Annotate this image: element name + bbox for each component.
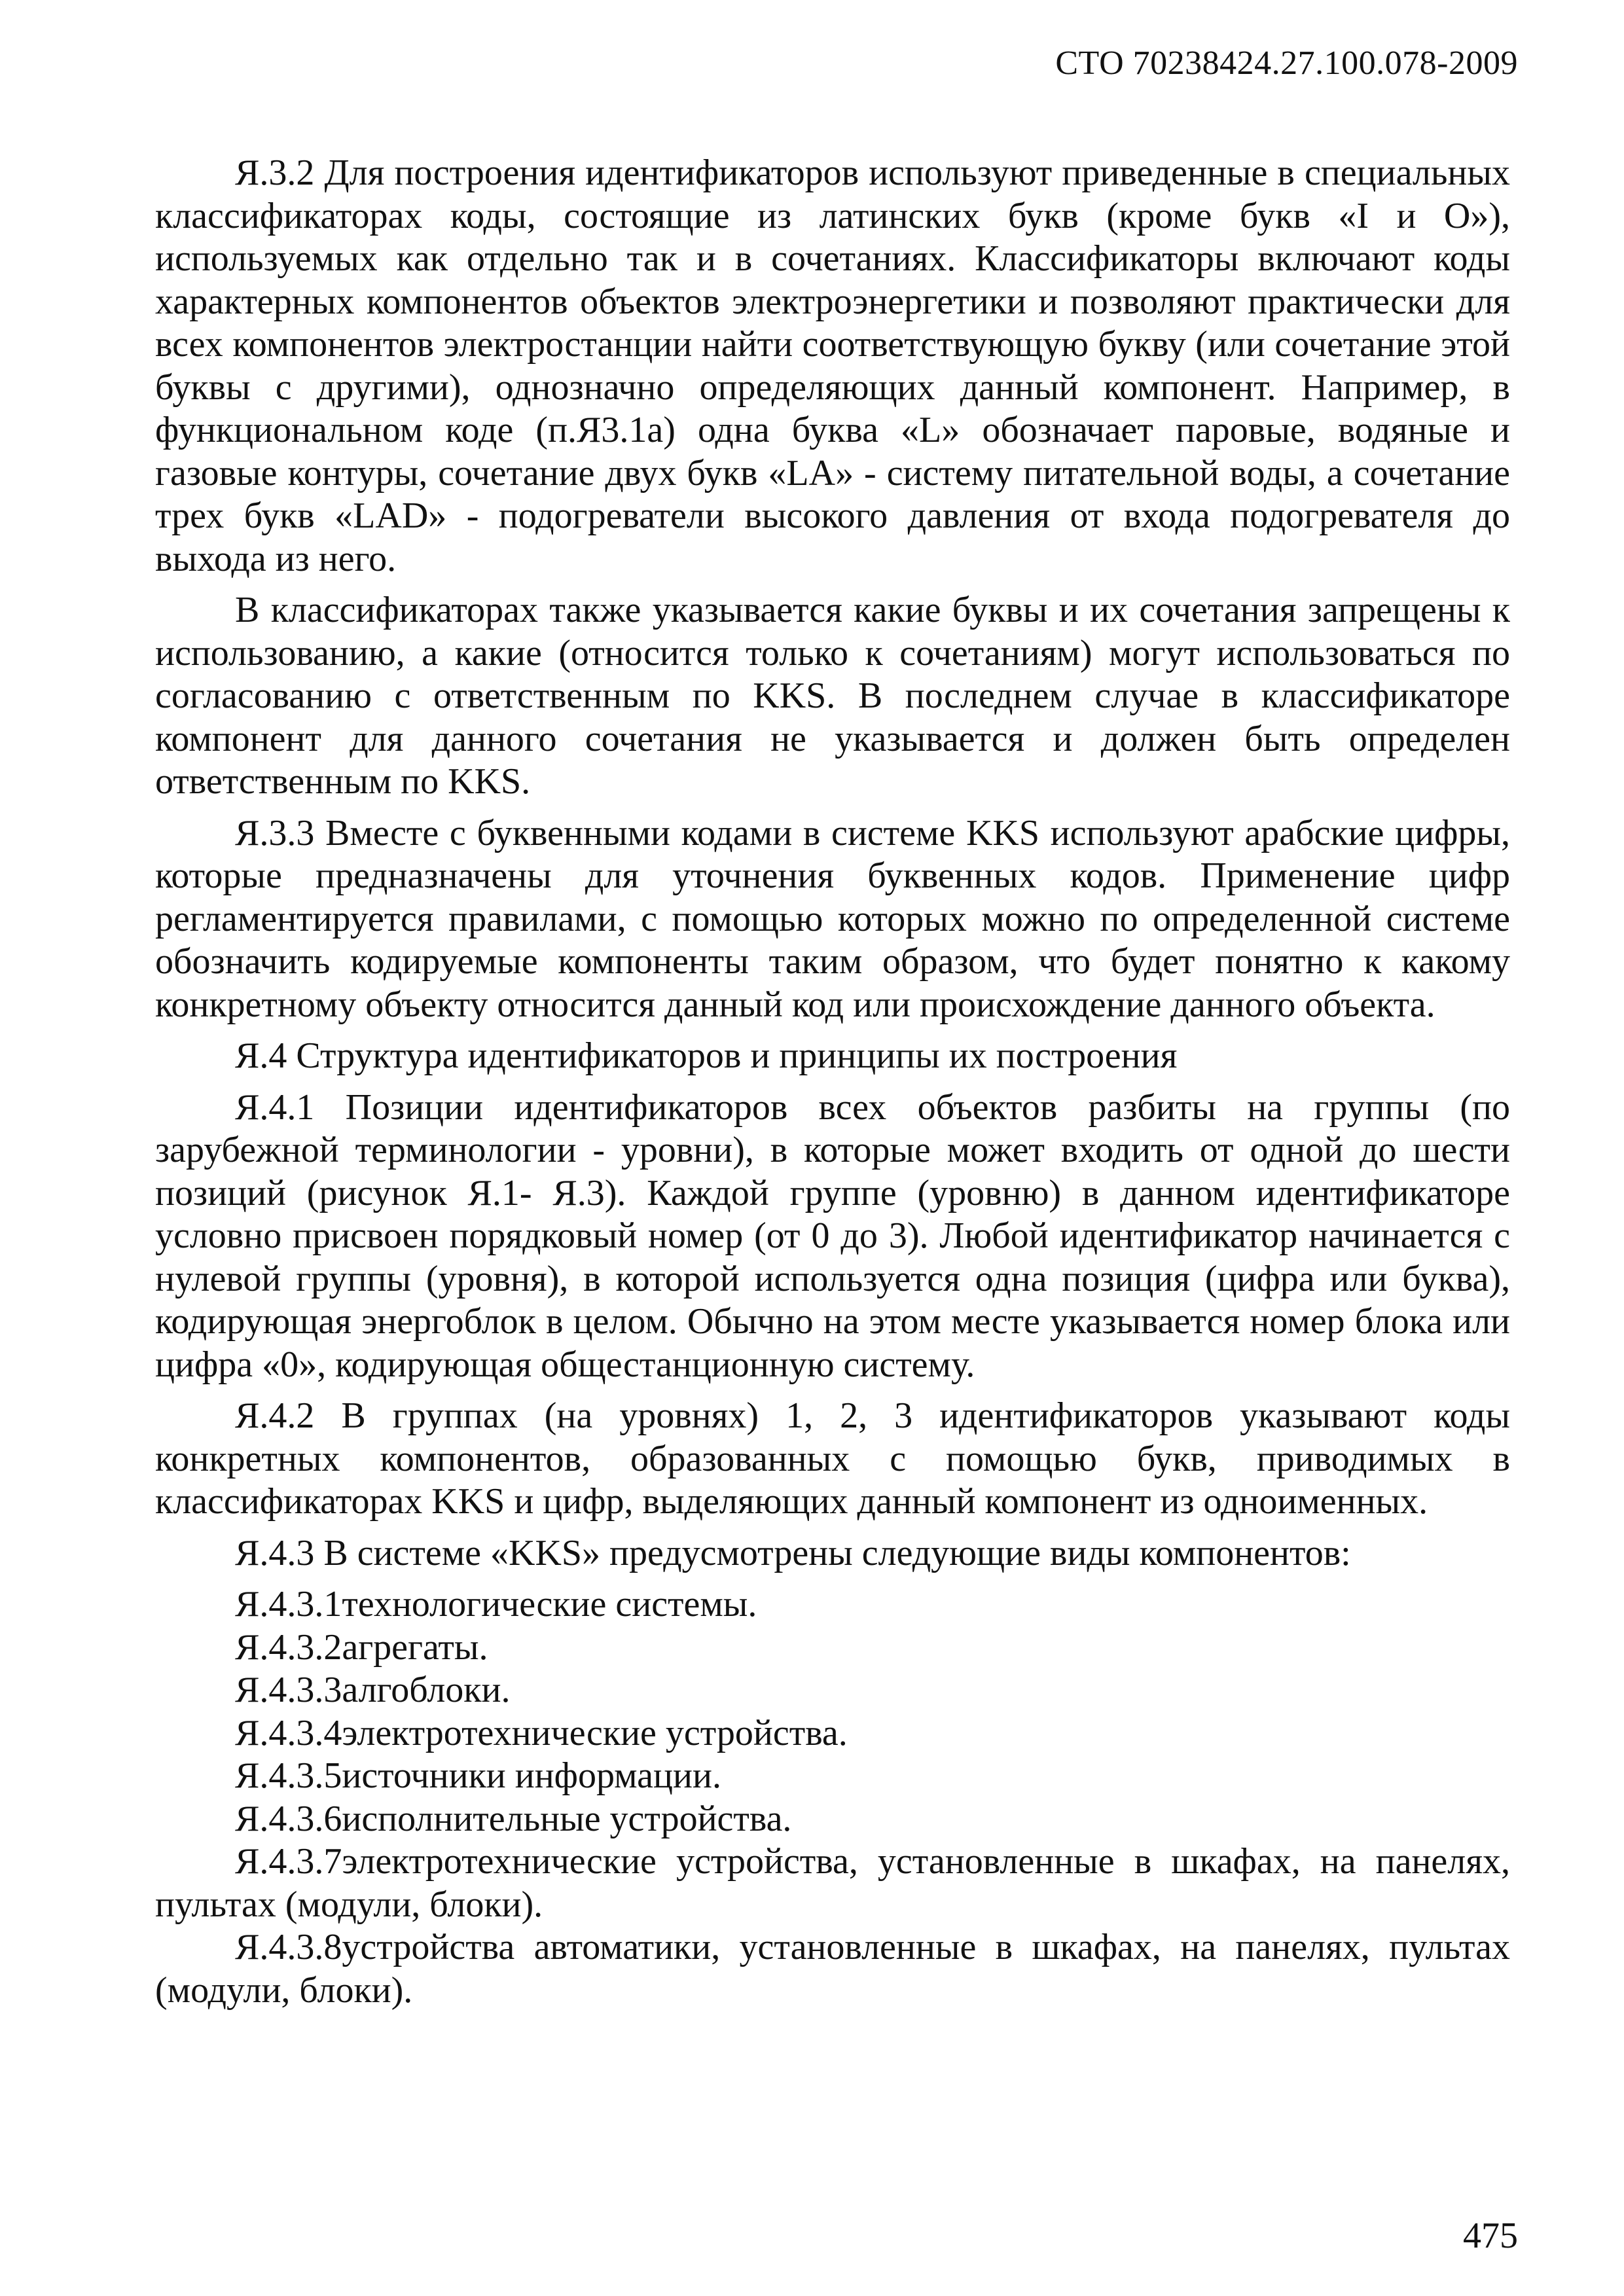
list-item <box>155 1926 1510 2012</box>
page-number: 475 <box>1463 2215 1518 2256</box>
list-item-number: Я.4.3.4 <box>235 1712 342 1753</box>
paragraph-ya-4-2: Я.4.2 В группах (на уровнях) 1, 2, 3 идентификаторов указывают коды конкретных компонентов, образованных с помощью букв, приводимых в классификаторах KKS и цифр, выделяющих данный компонент из одноименных. <box>155 1395 1510 1522</box>
paragraph-ya-3-2: Я.3.2 Для построения идентификаторов используют приведенные в специальных классификаторах коды, состоящие из латинских букв (кроме букв «I и O»), используемых как отдельно так и в сочетаниях. Классификаторы включают коды характерных компонентов объектов электроэнергетики и позволяют практически для всех компонентов электростанции найти соответствующую букву (или сочетание этой буквы с другими), однозначно определяющих данный компонент. Например, в функциональном коде (п.Я3.1а) одна буква «L» обозначает паровые, водяные и газовые контуры, сочетание двух букв «LA» - систему питательной воды, а сочетание трех букв «LAD» - подогреватели высокого давления от входа подогревателя до выхода из него. <box>155 152 1510 579</box>
list-item-text: агрегаты. <box>342 1626 488 1668</box>
paragraph-ya-4-3: Я.4.3 В системе «KKS» предусмотрены следующие виды компонентов: <box>235 1532 1351 1573</box>
list-item-number: Я.4.3.8 <box>235 1927 342 1967</box>
list-item-text: электротехнические устройства. <box>342 1712 848 1753</box>
list-item-number: Я.4.3.2 <box>235 1626 342 1668</box>
list-item-number: Я.4.3.1 <box>235 1584 342 1624</box>
list-item-number: Я.4.3.7 <box>235 1841 342 1882</box>
list-item-text: технологические системы. <box>342 1584 757 1624</box>
list-item <box>155 1755 1510 1798</box>
list-item <box>155 1712 1510 1755</box>
document-code-header: СТО 70238424.27.100.078-2009 <box>1055 45 1518 82</box>
list-item-number: Я.4.3.6 <box>235 1798 342 1839</box>
paragraph-classifiers: В классификаторах также указывается какие буквы и их сочетания запрещены к использованию, а какие (относится только к сочетаниям) могут использоваться по согласованию с ответственным по KKS. В последнем случае в классификаторе компонент для данного сочетания не указывается и должен быть определен ответственным по KKS. <box>155 590 1510 802</box>
list-item-number: Я.4.3.5 <box>235 1755 342 1796</box>
list-item-text: источники информации. <box>342 1755 721 1796</box>
list-item-text: устройства автоматики, установленные в шкафах, на панелях, пультах (модули, блоки). <box>155 1927 1510 2011</box>
list-item-number: Я.4.3.3 <box>235 1670 342 1710</box>
paragraph-ya-4-1: Я.4.1 Позиции идентификаторов всех объектов разбиты на группы (по зарубежной терминологии - уровни), в которые может входить от одной до шести позиций (рисунок Я.1- Я.3). Каждой группе (уровню) в данном идентификаторе условно присвоен порядковый номер (от 0 до 3). Любой идентификатор начинается с нулевой группы (уровня), в которой используется одна позиция (цифра или буква), кодирующая энергоблок в целом. Обычно на этом месте указывается номер блока или цифра «0», кодирующая общестанционную систему. <box>155 1086 1510 1385</box>
paragraph-ya-3-3: Я.3.3 Вместе с буквенными кодами в системе KKS используют арабские цифры, которые предназначены для уточнения буквенных кодов. Применение цифр регламентируется правилами, с помощью которых можно по определенной системе обозначить кодируемые компоненты таким образом, что будет понятно к какому конкретному объекту относится данный код или происхождение данного объекта. <box>155 812 1510 1025</box>
list-item-text: алгоблоки. <box>342 1670 511 1710</box>
document-body <box>155 152 1510 2020</box>
component-types-list <box>155 1583 1510 2012</box>
list-item <box>155 1626 1510 1670</box>
list-item <box>155 1669 1510 1712</box>
list-item-text: электротехнические устройства, установленные в шкафах, на панелях, пультах (модули, блоки). <box>155 1841 1510 1925</box>
section-heading-ya-4: Я.4 Структура идентификаторов и принципы их построения <box>235 1035 1178 1076</box>
list-item-text: исполнительные устройства. <box>342 1798 792 1839</box>
list-item <box>155 1583 1510 1626</box>
list-item <box>155 1798 1510 1841</box>
list-item <box>155 1840 1510 1926</box>
